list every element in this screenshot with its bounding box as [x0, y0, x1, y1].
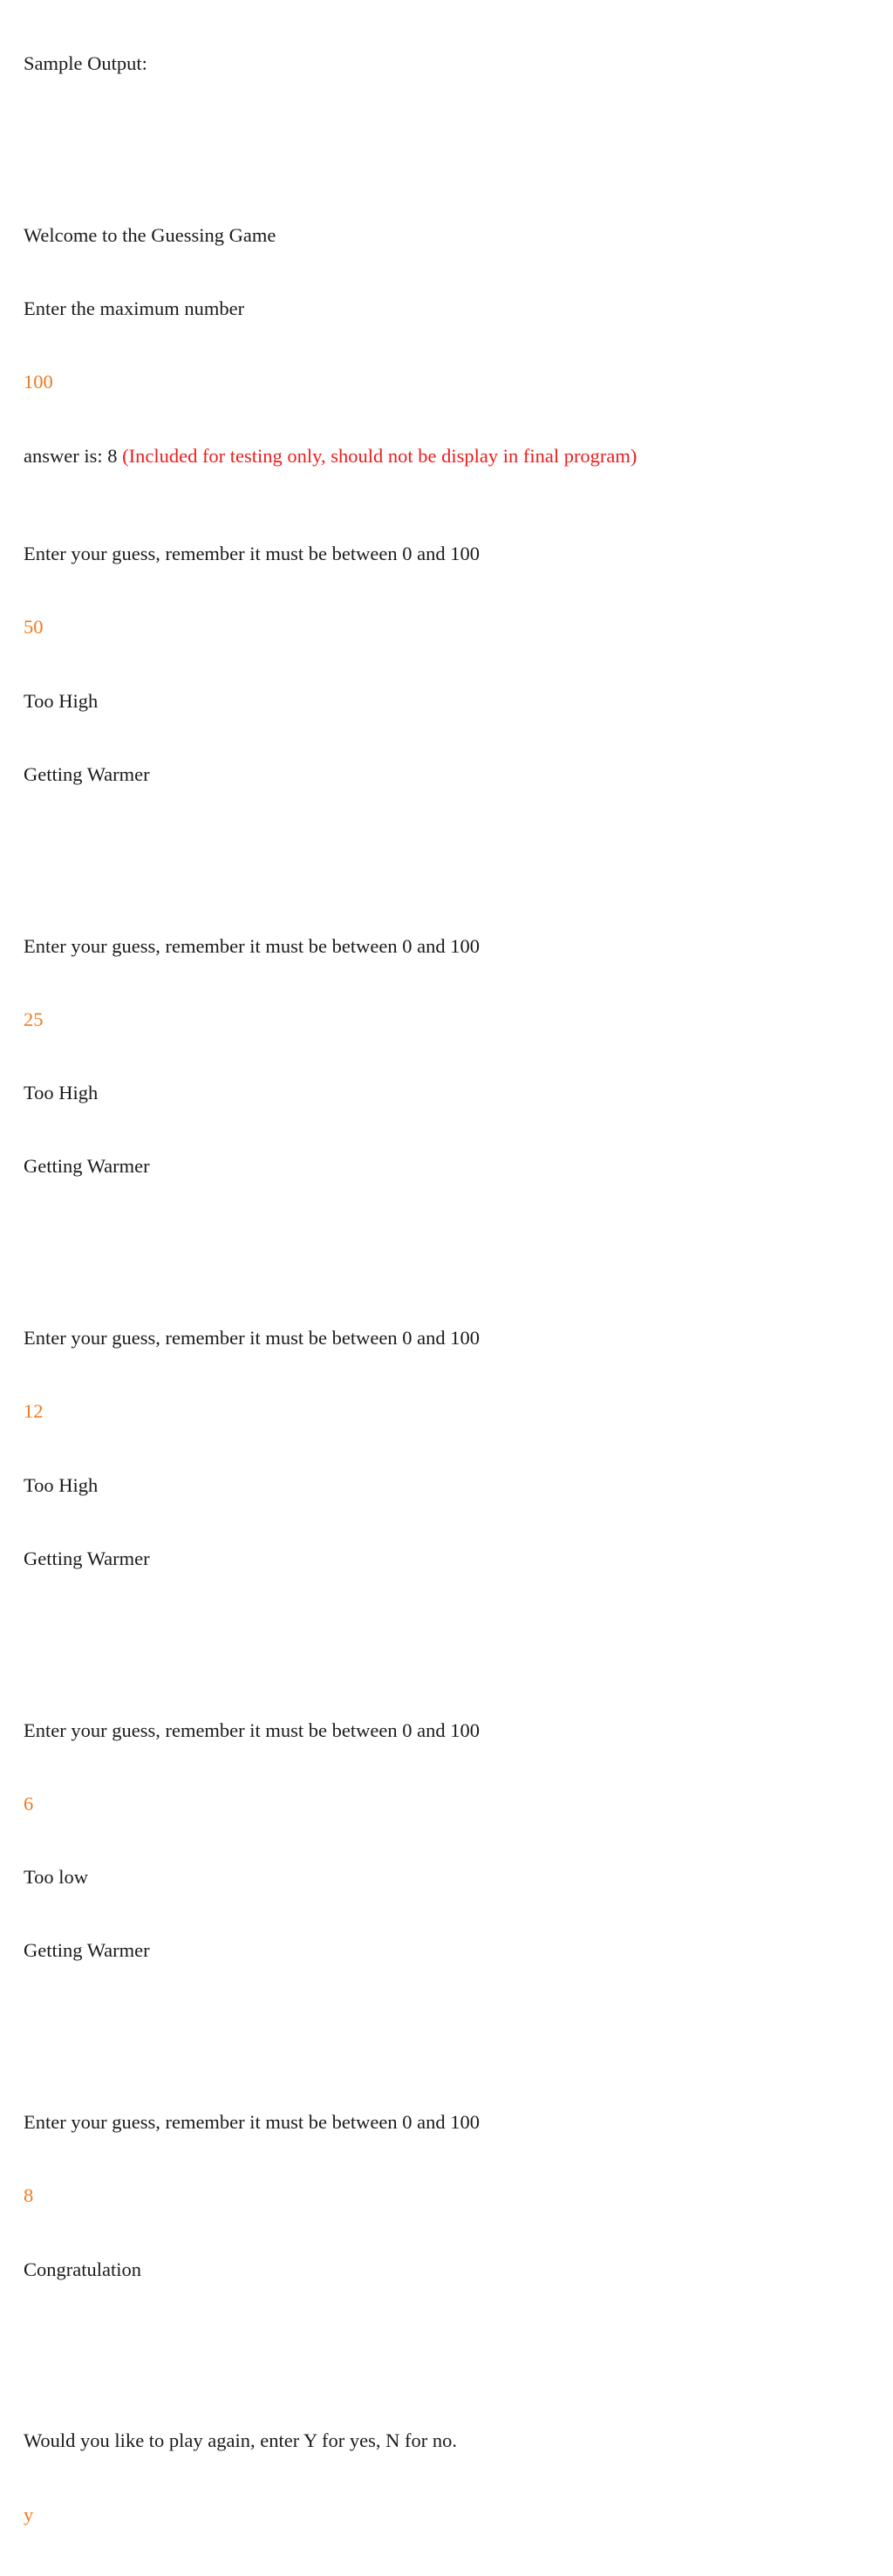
round-1-result: Too High [24, 689, 99, 712]
round-3-prompt: Enter your guess, remember it must be between 0 and 100 [24, 1327, 480, 1349]
max-input-line: 100 [24, 371, 53, 393]
blank-line [24, 1228, 878, 1253]
round-1-prompt: Enter your guess, remember it must be between 0 and 100 [24, 543, 480, 565]
round-4-hint: Getting Warmer [24, 1939, 150, 1962]
round-1-guess: 50 [24, 616, 44, 639]
play-again-prompt: Would you like to play again, enter Y for yes, N for no. [24, 2429, 458, 2452]
round-5-result: Congratulation [24, 2258, 141, 2280]
welcome-line: Welcome to the Guessing Game [24, 223, 276, 246]
round-2-guess: 25 [24, 1008, 44, 1030]
round-4-prompt: Enter your guess, remember it must be between 0 and 100 [24, 1718, 480, 1741]
round-3-result: Too High [24, 1473, 99, 1496]
round-1-hint: Getting Warmer [24, 762, 150, 785]
round-2-result: Too High [24, 1082, 99, 1104]
blank-line [24, 2331, 878, 2355]
round-3-guess: 12 [24, 1400, 44, 1423]
play-again-input: y [24, 2503, 34, 2525]
round-4-guess: 6 [24, 1792, 34, 1814]
testing-note: (Included for testing only, should not be display in final program) [122, 444, 637, 467]
sample-output-text [24, 3, 878, 2576]
blank-line [24, 836, 878, 860]
round-2-prompt: Enter your guess, remember it must be between 0 and 100 [24, 934, 480, 957]
round-4-result: Too low [24, 1866, 89, 1889]
blank-line [24, 2012, 878, 2037]
max-prompt-line: Enter the maximum number [24, 297, 245, 320]
blank-line [24, 125, 878, 149]
round-3-hint: Getting Warmer [24, 1547, 150, 1569]
answer-line [24, 444, 878, 468]
round-5-prompt: Enter your guess, remember it must be between 0 and 100 [24, 2111, 480, 2134]
answer-text: answer is: 8 [24, 444, 123, 467]
round-5-guess: 8 [24, 2184, 34, 2207]
blank-line [24, 1620, 878, 1644]
round-2-hint: Getting Warmer [24, 1155, 150, 1178]
heading: Sample Output: [24, 52, 147, 75]
